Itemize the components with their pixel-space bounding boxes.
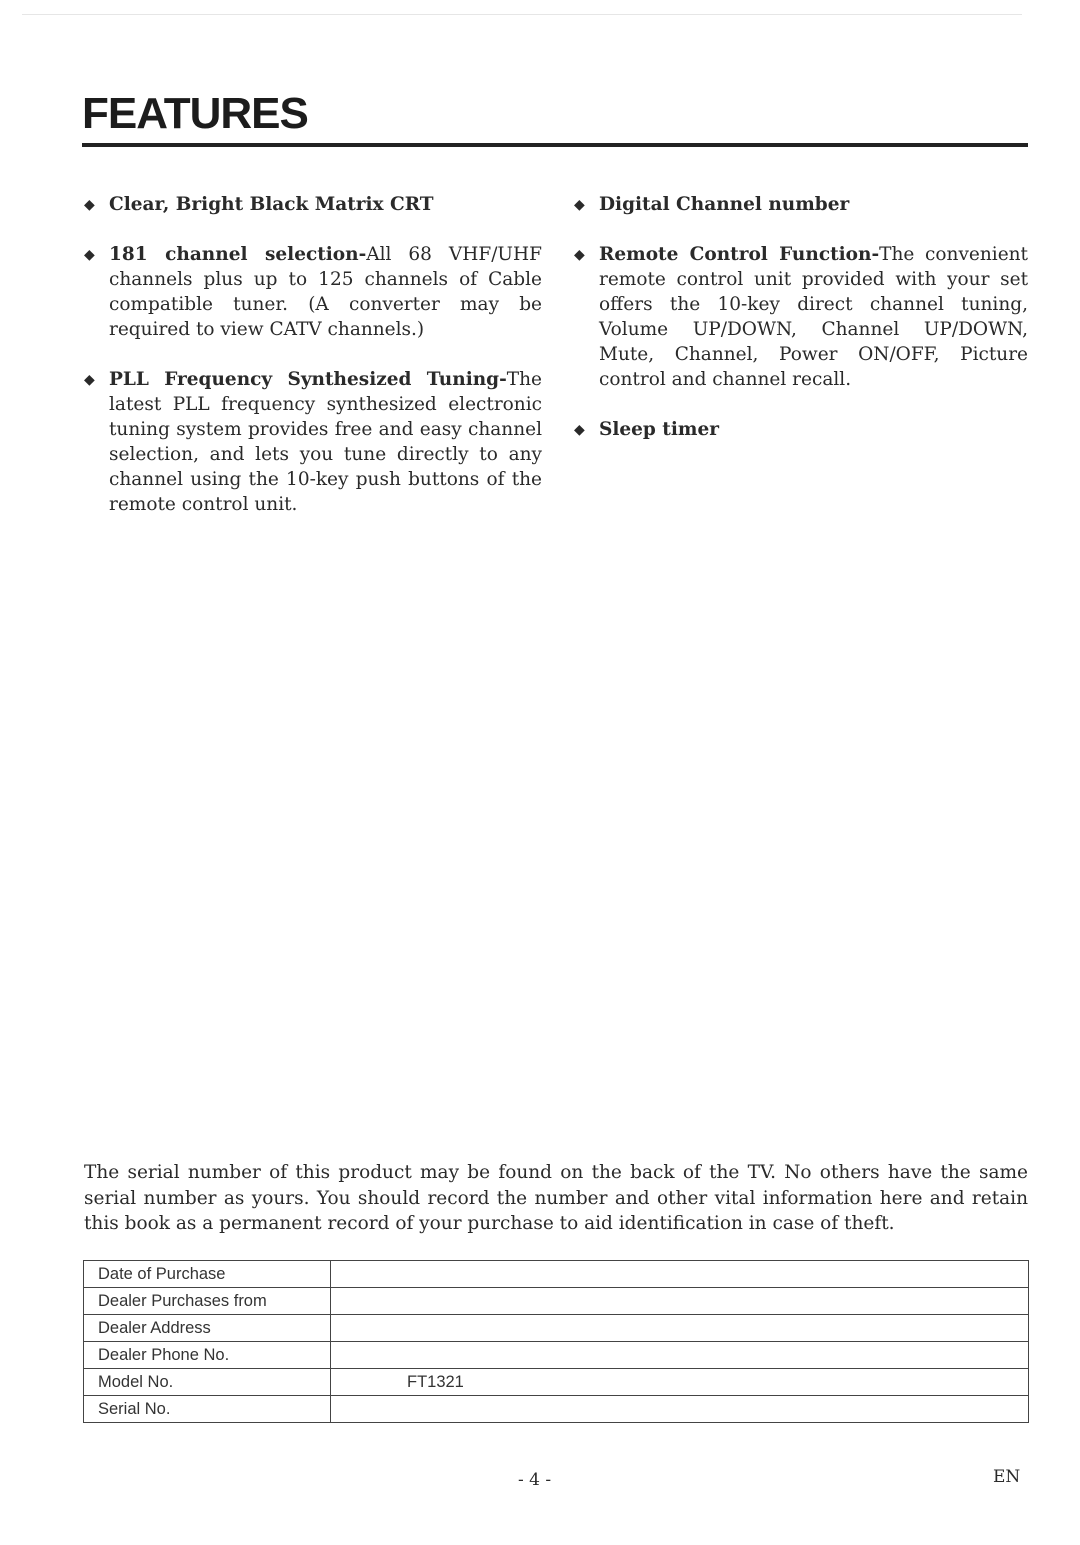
title-underline (82, 143, 1028, 147)
diamond-bullet-icon: ◆ (84, 247, 95, 263)
feature-item (574, 242, 1028, 392)
feature-title: PLL Frequency Synthesized Tuning- (109, 369, 507, 390)
table-row (84, 1261, 1029, 1288)
row-label: Dealer Purchases from (84, 1288, 331, 1315)
feature-description: The convenient remote control unit provided with your set offers the 10-key direct channel tuning, Volume UP/DOWN, Channel UP/DOWN, Mute, Channel, Power ON/OFF, Picture control and channel recall. (599, 244, 1028, 390)
language-code: EN (993, 1467, 1021, 1487)
feature-item (84, 192, 542, 217)
table-row (84, 1315, 1029, 1342)
diamond-bullet-icon: ◆ (84, 197, 95, 213)
feature-title: 181 channel selection- (109, 244, 367, 265)
row-label: Dealer Phone No. (84, 1342, 331, 1369)
page-number: - 4 - (518, 1470, 552, 1490)
table-row (84, 1396, 1029, 1423)
row-value: FT1321 (331, 1369, 1029, 1396)
row-value (331, 1396, 1029, 1423)
features-left-column (84, 192, 542, 542)
row-value (331, 1315, 1029, 1342)
diamond-bullet-icon: ◆ (574, 247, 585, 263)
feature-item (574, 417, 1028, 442)
row-value (331, 1342, 1029, 1369)
row-value (331, 1288, 1029, 1315)
row-value (331, 1261, 1029, 1288)
feature-title: Clear, Bright Black Matrix CRT (109, 194, 434, 215)
top-rule (22, 14, 1022, 15)
purchase-record-table (83, 1260, 1029, 1423)
table-row (84, 1342, 1029, 1369)
feature-item (574, 192, 1028, 217)
feature-title: Remote Control Function- (599, 244, 880, 265)
feature-description: The latest PLL frequency synthesized electronic tuning system provides free and easy channel selection, and lets you tune directly to any channel using the 10-key push buttons of the remote control unit. (109, 369, 542, 515)
feature-title: Digital Channel number (599, 194, 850, 215)
table-row (84, 1288, 1029, 1315)
diamond-bullet-icon: ◆ (84, 372, 95, 388)
feature-description: All 68 VHF/UHF channels plus up to 125 channels of Cable compatible tuner. (A converter may be required to view CATV channels.) (109, 244, 542, 340)
row-label: Serial No. (84, 1396, 331, 1423)
page-title: FEATURES (82, 89, 308, 138)
table-row (84, 1369, 1029, 1396)
row-label: Dealer Address (84, 1315, 331, 1342)
feature-item (84, 242, 542, 342)
row-label: Date of Purchase (84, 1261, 331, 1288)
serial-number-paragraph: The serial number of this product may be found on the back of the TV. No others have the same serial number as yours. You should record the number and other vital information here and retain this book as a permanent record of your purchase to aid identification in case of theft. (84, 1162, 1028, 1234)
features-right-column (574, 192, 1028, 467)
diamond-bullet-icon: ◆ (574, 197, 585, 213)
feature-item (84, 367, 542, 517)
row-label: Model No. (84, 1369, 331, 1396)
feature-title: Sleep timer (599, 419, 719, 440)
diamond-bullet-icon: ◆ (574, 422, 585, 438)
